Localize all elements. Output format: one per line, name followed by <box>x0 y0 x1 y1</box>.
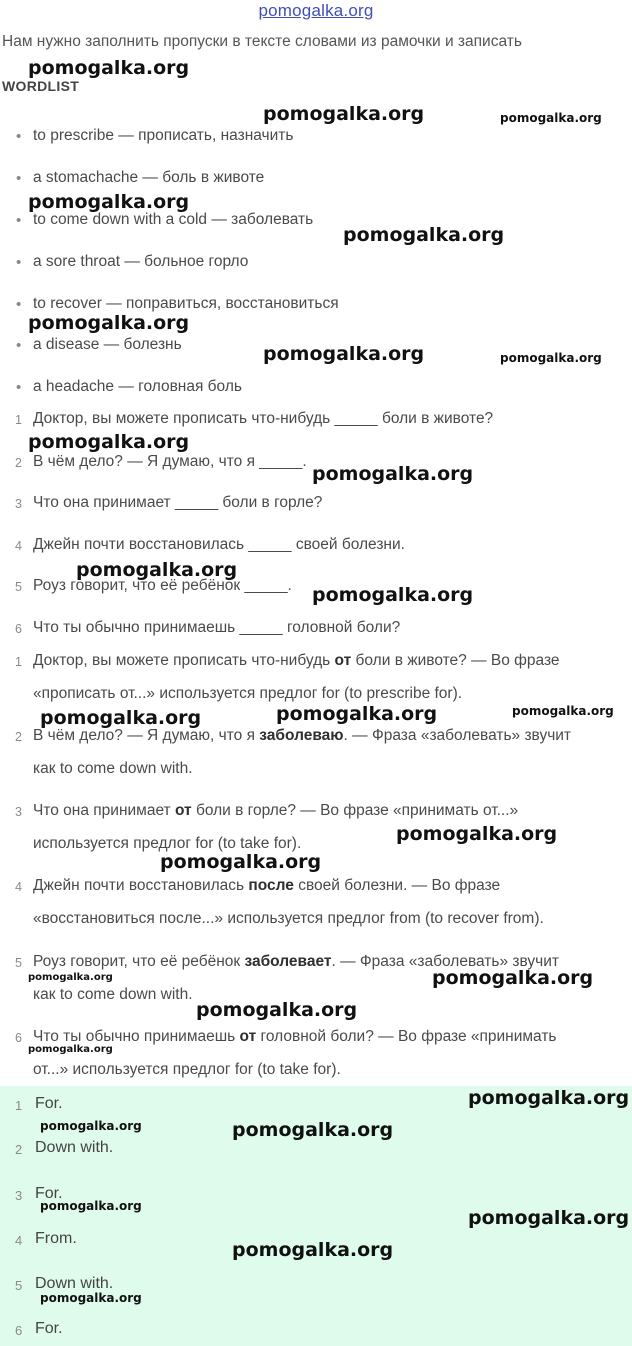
answer-text: Down with. <box>35 1139 114 1156</box>
explanation-text: Доктор, вы можете прописать что-нибудь <box>33 652 335 669</box>
explanation-line <box>33 727 571 745</box>
watermark: pomogalka.org <box>40 1199 142 1213</box>
explanation-text: Что ты обычно принимаешь <box>33 1028 240 1045</box>
watermark: pomogalka.org <box>28 191 190 213</box>
bullet-icon: • <box>16 254 22 271</box>
answer-number: 6 <box>15 1323 23 1338</box>
watermark: pomogalka.org <box>276 703 438 725</box>
explanation-number: 2 <box>15 730 22 744</box>
explanation-number: 3 <box>15 805 22 819</box>
watermark: pomogalka.org <box>160 851 322 873</box>
explanation-line-2: от...» используется предлог for (to take for). <box>33 1061 341 1078</box>
watermark: pomogalka.org <box>232 1119 394 1141</box>
wordlist-item: to recover — поправиться, восстановиться <box>33 295 339 312</box>
explanation-text: головной боли? — Во фразе «принимать <box>256 1028 557 1045</box>
answer-number: 4 <box>15 1233 23 1248</box>
exercise-number: 3 <box>15 497 22 511</box>
explanation-line-2: как to come down with. <box>33 986 193 1003</box>
explanation-line <box>33 802 518 820</box>
explanation-text: Что она принимает <box>33 802 175 819</box>
watermark: pomogalka.org <box>312 584 474 606</box>
explanation-line-2: «восстановиться после...» используется предлог from (to recover from). <box>33 910 544 927</box>
answer-text: For. <box>35 1095 63 1112</box>
wordlist-item: a headache — головная боль <box>33 378 242 395</box>
task-intro: Нам нужно заполнить пропуски в тексте словами из рамочки и записать <box>2 33 522 50</box>
exercise-number: 2 <box>15 456 22 470</box>
exercise-sentence: В чём дело? — Я думаю, что я _____. <box>33 453 307 470</box>
answer-text: Down with. <box>35 1275 114 1292</box>
exercise-number: 6 <box>15 622 22 636</box>
explanation-text: . — Фраза «заболевать» звучит <box>331 953 559 970</box>
bullet-icon: • <box>16 337 22 354</box>
explanation-text: Джейн почти восстановилась <box>33 877 249 894</box>
exercise-number: 1 <box>15 413 22 427</box>
watermark: pomogalka.org <box>76 559 238 581</box>
explanation-line <box>33 652 560 670</box>
explanation-number: 1 <box>15 655 22 669</box>
exercise-sentence: Доктор, вы можете прописать что-нибудь _____ боли в животе? <box>33 410 494 427</box>
explanation-text: боли в животе? — Во фразе <box>351 652 560 669</box>
watermark: pomogalka.org <box>312 463 474 485</box>
bullet-icon: • <box>16 170 22 187</box>
watermark: pomogalka.org <box>432 967 594 989</box>
watermark: pomogalka.org <box>500 351 602 365</box>
answer-word: от <box>334 652 352 669</box>
bullet-icon: • <box>16 128 22 145</box>
explanation-text: В чём дело? — Я думаю, что я <box>33 727 260 744</box>
watermark: pomogalka.org <box>512 704 614 718</box>
explanation-text: . — Фраза «заболевать» звучит <box>343 727 572 744</box>
explanation-number: 4 <box>15 880 22 894</box>
watermark: pomogalka.org <box>500 111 602 125</box>
exercise-number: 5 <box>15 580 22 594</box>
watermark: pomogalka.org <box>263 343 425 365</box>
answer-text: For. <box>35 1185 63 1202</box>
bullet-icon: • <box>16 296 22 313</box>
site-logo[interactable] <box>0 1 632 21</box>
explanation-line-2: используется предлог for (to take for). <box>33 835 302 852</box>
watermark: pomogalka.org <box>263 103 425 125</box>
exercise-sentence: Что ты обычно принимаешь _____ головной боли? <box>33 619 401 636</box>
explanation-line <box>33 877 500 895</box>
wordlist-item: a sore throat — больное горло <box>33 253 249 270</box>
explanation-number: 6 <box>15 1031 22 1045</box>
watermark: pomogalka.org <box>343 224 505 246</box>
explanation-text: Роуз говорит, что её ребёнок <box>33 953 245 970</box>
exercise-sentence: Что она принимает _____ боли в горле? <box>33 494 323 511</box>
watermark: pomogalka.org <box>468 1207 630 1229</box>
answer-number: 3 <box>15 1188 23 1203</box>
answer-number: 2 <box>15 1142 23 1157</box>
watermark: pomogalka.org <box>468 1087 630 1109</box>
exercise-sentence: Роуз говорит, что её ребёнок _____. <box>33 577 292 594</box>
bullet-icon: • <box>16 212 22 229</box>
exercise-sentence: Джейн почти восстановилась _____ своей болезни. <box>33 536 405 553</box>
watermark: pomogalka.org <box>28 1044 113 1055</box>
explanation-text: своей болезни. — Во фразе <box>293 877 501 894</box>
watermark: pomogalka.org <box>28 972 113 983</box>
watermark: pomogalka.org <box>396 823 558 845</box>
answer-word: после <box>248 877 294 894</box>
answer-text: For. <box>35 1320 63 1337</box>
wordlist-title: WORDLIST <box>2 78 80 94</box>
explanation-line-2: как to come down with. <box>33 760 193 777</box>
watermark: pomogalka.org <box>28 57 190 79</box>
explanation-number: 5 <box>15 956 22 970</box>
answer-text: From. <box>35 1230 77 1247</box>
watermark: pomogalka.org <box>232 1239 394 1261</box>
explanation-line-2: «прописать от...» используется предлог for (to prescribe for). <box>33 685 463 702</box>
watermark: pomogalka.org <box>40 1119 142 1133</box>
watermark: pomogalka.org <box>40 1291 142 1305</box>
watermark: pomogalka.org <box>28 312 190 334</box>
watermark: pomogalka.org <box>28 431 190 453</box>
answer-word: заболеваю <box>259 727 344 744</box>
answer-word: от <box>239 1028 257 1045</box>
wordlist-item: a disease — болезнь <box>33 336 182 353</box>
watermark: pomogalka.org <box>196 999 358 1021</box>
bullet-icon: • <box>16 379 22 396</box>
wordlist-item: a stomachache — боль в животе <box>33 169 265 186</box>
watermark: pomogalka.org <box>40 707 202 729</box>
wordlist-item: to prescribe — прописать, назначить <box>33 127 294 144</box>
answer-number: 5 <box>15 1278 23 1293</box>
explanation-text: боли в горле? — Во фразе «принимать от...» <box>191 802 519 819</box>
answer-word: от <box>174 802 192 819</box>
wordlist-item: to come down with a cold — заболевать <box>33 211 314 228</box>
site-logo-text: pomogalka.org <box>258 1 374 20</box>
answer-word: заболевает <box>244 953 332 970</box>
answer-number: 1 <box>15 1098 23 1113</box>
exercise-number: 4 <box>15 539 22 553</box>
